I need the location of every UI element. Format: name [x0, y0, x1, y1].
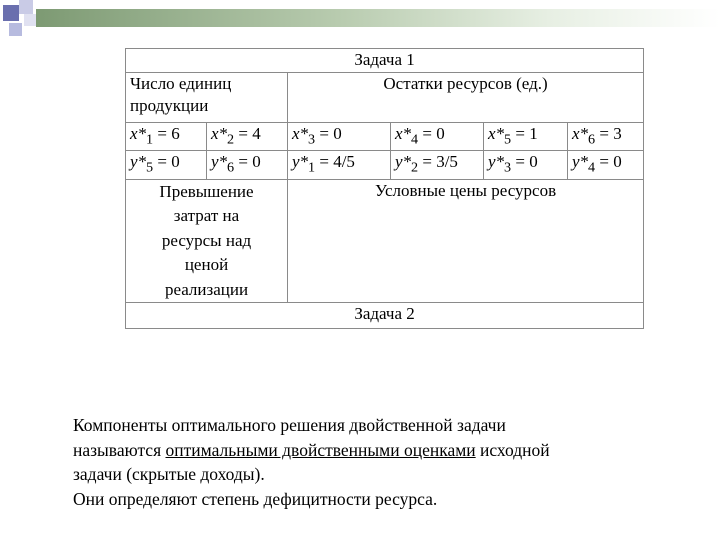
text-line-1: Компоненты оптимального решения двойственной задачи [73, 415, 506, 435]
cell-y1: $y*_1 = 4/5$ [288, 151, 391, 179]
table-title-bottom: Задача 2 [126, 303, 644, 329]
term-dual-estimates: оптимальными двойственными оценками [165, 439, 476, 460]
header-resource-remainders: Остатки ресурсов (ед.) [288, 73, 644, 123]
cell-x3: $x*_3 = 0$ [288, 123, 391, 151]
cell-x4: $x*_4 = 0$ [391, 123, 484, 151]
text-line-2: называются оптимальными двойственными оценками исходной [73, 439, 550, 460]
decor-square-2 [19, 0, 33, 14]
decor-square-4 [24, 14, 36, 26]
duality-table [125, 48, 644, 329]
duality-table-wrapper [125, 48, 643, 329]
cell-x2: $x*_2 = 4$ [207, 123, 288, 151]
cell-y4: $y*_4 = 0$ [568, 151, 644, 179]
cost-excess-label: Превышение затрат на ресурсы над ценой реализации [126, 179, 288, 303]
cell-y6: $y*_6 = 0$ [207, 151, 288, 179]
text-line-3: задачи (скрытые доходы). [73, 464, 265, 484]
table-row-y [126, 151, 644, 179]
decor-square-3 [9, 23, 22, 36]
header-units: Число единиц продукции [126, 73, 288, 123]
cell-y2: $y*_2 = 3/5$ [391, 151, 484, 179]
cell-x5: $x*_5 = 1$ [484, 123, 568, 151]
cell-y3: $y*_3 = 0$ [484, 151, 568, 179]
cell-x6: $x*_6 = 3$ [568, 123, 644, 151]
table-title-top: Задача 1 [126, 49, 644, 73]
text-line-4: Они определяют степень дефицитности ресурса. [73, 488, 438, 509]
header-gradient-bar [36, 9, 720, 27]
decor-square-1 [3, 5, 19, 21]
explanation-text [73, 413, 693, 511]
cell-y5: $y*_5 = 0$ [126, 151, 207, 179]
shadow-prices-label: Условные цены ресурсов [288, 179, 644, 303]
cell-x1: $x*_1 = 6$ [126, 123, 207, 151]
table-row-x [126, 123, 644, 151]
